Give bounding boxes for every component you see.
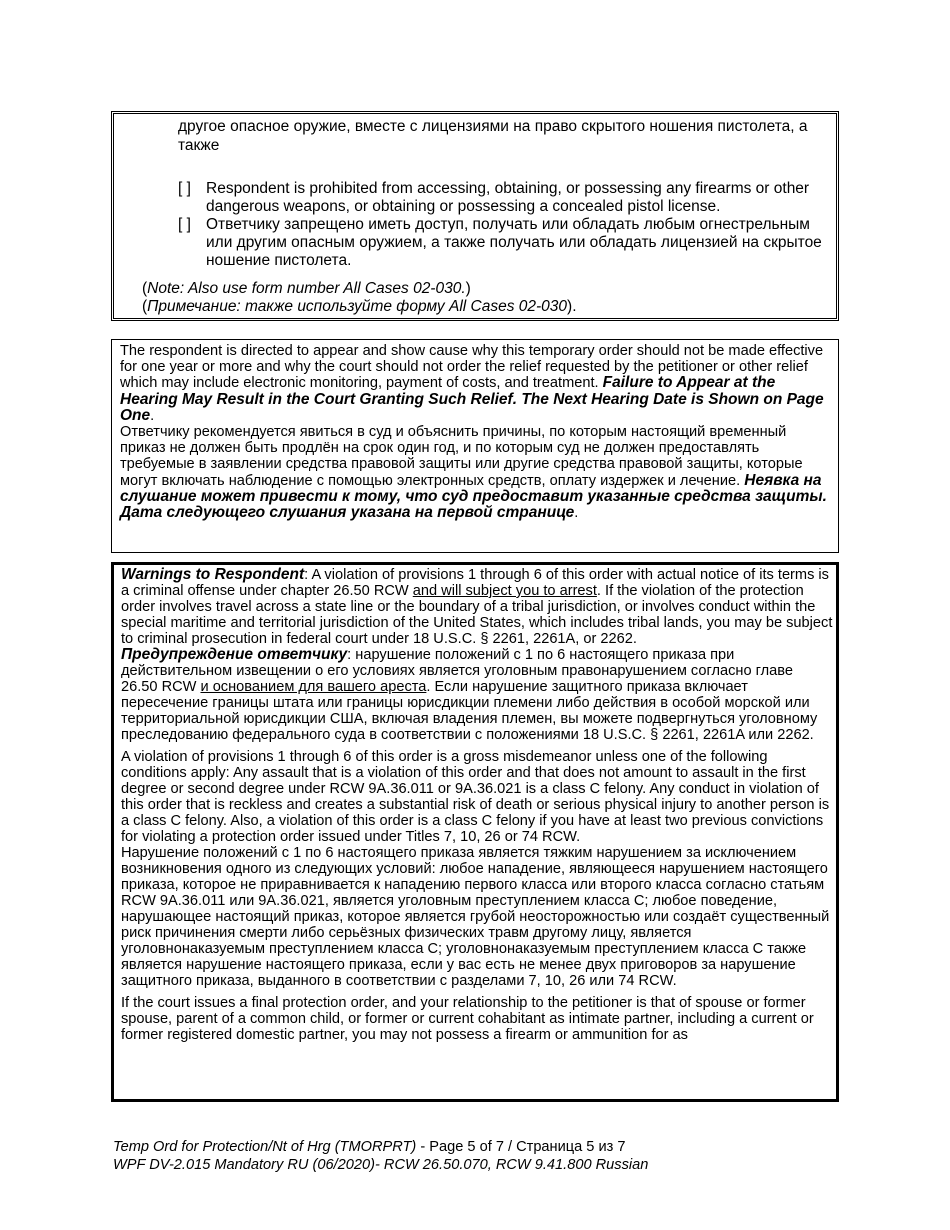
continued-text: другое опасное оружие, вместе с лицензиями на право скрытого ношения пистолета, а также xyxy=(178,118,808,154)
checkbox-en[interactable]: [ ] xyxy=(178,180,191,197)
gross-misdemeanor-ru: Нарушение положений с 1 по 6 настоящего приказа является тяжким нарушением за исключением возникновения одного из следующих условий: любое нападение, являющееся нарушением настоящего приказа, которое не приравнивается к нападению первого класса или второго класса согласно статьям RCW 9A.36.011 или 9A.36.021, является уголовным преступлением класса C; любое поведение, нарушающее настоящий приказ, которое является грубой неосторожностью или создаёт существенный риск причинения смерти либо серьёзных физических травм другому лицу, является уголовнонаказуемым преступлением класса C; уголовнонаказуемым преступлением класса C также является нарушение настоящего приказа, если у вас есть не менее двух приговоров за нарушение защитного приказа, выданного в соответствии с разделами 7, 10, 26 или 74 RCW. xyxy=(121,845,830,989)
footer-line-2: WPF DV-2.015 Mandatory RU (06/2020)- RCW 26.50.070, RCW 9.41.800 Russian xyxy=(113,1157,649,1173)
weapons-section-box xyxy=(111,111,839,321)
page-footer xyxy=(113,1138,648,1174)
option-en-text: Respondent is prohibited from accessing, obtaining, or possessing any firearms or other dangerous weapons, or obtaining or possessing a concealed pistol license. xyxy=(206,180,810,215)
warnings-box xyxy=(111,562,839,1102)
warning-ru: Предупреждение ответчику: нарушение положений с 1 по 6 настоящего приказа при действительном извещении о его условиях является уголовным правонарушением согласно главе 26.50 RCW и основанием для вашего ареста. Если нарушение защитного приказа включает пересечение границы штата или границы юрисдикции племени либо действия в особой морской или территориальной юрисдикции США, включая владения племен, вы можете подвергнуться уголовному преследованию федерального суда в соответствии с положениями 18 U.S.C. § 2261, 2261A или 2262. xyxy=(121,646,818,743)
note-en: (Note: Also use form number All Cases 02-030.) xyxy=(142,280,471,297)
checkbox-ru[interactable]: [ ] xyxy=(178,216,191,233)
final-order-en: If the court issues a final protection order, and your relationship to the petitioner is that of spouse or former spouse, parent of a common child, or former or current cohabitant as intimate partner, including a current or former registered domestic partner, you may not possess a firearm or ammunition for as xyxy=(121,995,814,1043)
footer-line-1: Temp Ord for Protection/Nt of Hrg (TMORPRT) - Page 5 of 7 / Страница 5 из 7 xyxy=(113,1139,626,1155)
option-ru-text: Ответчику запрещено иметь доступ, получать или обладать любым огнестрельным или другим опасным оружием, а также получать или обладать лицензией на скрытое ношение пистолета. xyxy=(206,216,822,269)
warning-en: Warnings to Respondent: A violation of provisions 1 through 6 of this order with actual notice of its terms is a criminal offense under chapter 26.50 RCW and will subject you to arrest. If the violation of the protection order involves travel across a state line or the boundary of a tribal jurisdiction, or involves conduct within the special maritime and territorial jurisdiction of the United States, which includes tribal lands, you may be subject to criminal prosecution in federal court under 18 U.S.C. § 2261, 2261A, or 2262. xyxy=(121,566,833,647)
show-cause-en: The respondent is directed to appear and show cause why this temporary order should not be made effective for one year or more and why the court should not order the relief requested by the petitioner or other relief which may include electronic monitoring, payment of costs, and treatment. Failure to Appear at the Hearing May Result in the Court Granting Such Relief. The Next Hearing Date is Shown on Page One. xyxy=(120,343,824,424)
show-cause-box xyxy=(111,339,839,553)
note-ru: (Примечание: также используйте форму All Cases 02-030). xyxy=(142,298,577,315)
gross-misdemeanor-en: A violation of provisions 1 through 6 of this order is a gross misdemeanor unless one of the following conditions apply: Any assault that is a violation of this order and that does not amount to assault in the first degree or second degree under RCW 9A.36.011 or 9A.36.021 is a class C felony. Any conduct in violation of this order that is reckless and creates a substantial risk of death or serious physical injury to another person is a class C felony. Also, a violation of this order is a class C felony if you have at least two previous convictions for violating a protection order issued under Titles 7, 10, 26 or 74 RCW. xyxy=(121,749,830,845)
show-cause-ru: Ответчику рекомендуется явиться в суд и объяснить причины, по которым настоящий временный приказ не должен быть продлён на срок один год, и по которым суд не должен предоставлять требуемые в заявлении средства правовой защиты или другие средства правовой защиты, которые могут включать наблюдение с помощью электронных средств, оплату издержек и лечение. Неявка на слушание может привести к тому, что суд предоставит указанные средства защиты. Дата следующего слушания указана на первой странице. xyxy=(120,424,827,522)
